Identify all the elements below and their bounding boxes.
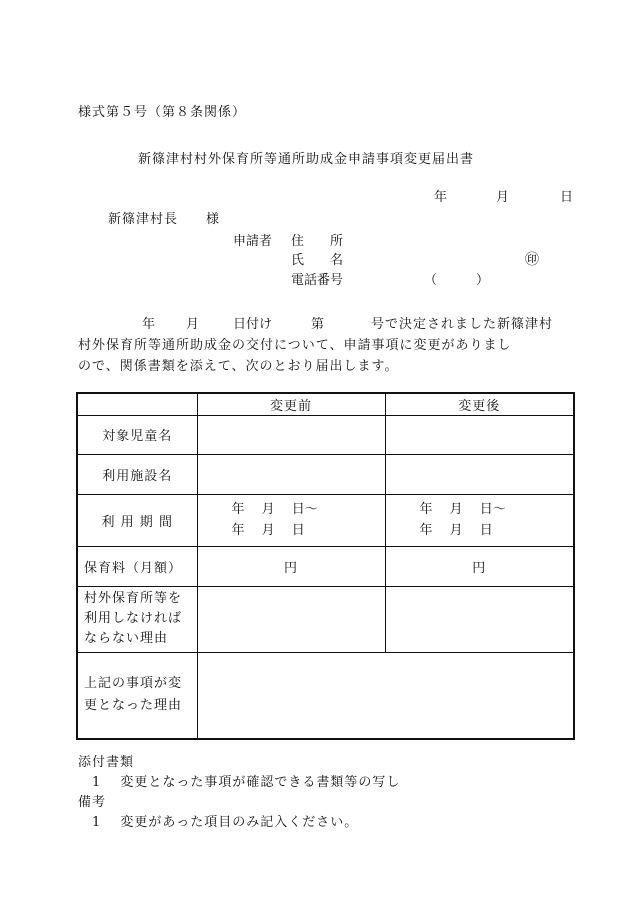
table-row: [77, 454, 574, 494]
document-title: 新篠津村村外保育所等通所助成金申請事項変更届出書: [138, 152, 475, 167]
addressee: 新篠津村長 様: [108, 212, 221, 227]
body-line2: 村外保育所等通所助成金の交付について、申請事項に変更がありまし: [78, 338, 512, 353]
period-after-cell[interactable]: [385, 494, 574, 546]
facility-before-cell[interactable]: [197, 454, 385, 494]
row-label-child: 対象児童名: [77, 415, 197, 454]
reason-before-cell[interactable]: [197, 586, 385, 652]
fee-after-cell[interactable]: [385, 546, 574, 586]
remarks-item: 1 変更があった項目のみ記入ください。: [92, 815, 359, 830]
attachments-item: 1 変更となった事項が確認できる書類等の写し: [92, 775, 401, 790]
period-before-cell[interactable]: [197, 494, 385, 546]
remarks-heading: 備考: [78, 795, 107, 810]
body-number-prefix: 第: [311, 317, 325, 332]
address-label: 住 所: [291, 234, 344, 249]
name-label: 氏 名: [291, 253, 344, 268]
reason-line-2: 利用しなければ: [84, 611, 183, 626]
change-reason-cell[interactable]: [197, 652, 574, 739]
applicant-label: 申請者: [233, 234, 273, 249]
date-year: 年: [434, 190, 448, 205]
seal-mark: ㊞: [525, 252, 539, 268]
body-day-dated: 日付け: [233, 317, 273, 332]
form-number: 様式第５号（第８条関係）: [78, 105, 247, 120]
body-line3: ので、関係書類を添えて、次のとおり届出します。: [78, 359, 399, 374]
table-row: [77, 652, 574, 739]
reason-line-3: ならない理由: [84, 631, 169, 646]
phone-label: 電話番号: [291, 273, 344, 288]
row-label-facility: 利用施設名: [77, 454, 197, 494]
period-after-end: 年 月 日: [419, 523, 493, 538]
table-row: [77, 586, 574, 652]
row-label-reason: [77, 586, 197, 652]
phone-parens: （ ）: [424, 273, 490, 288]
table-header-row: [77, 393, 574, 415]
child-after-cell[interactable]: [385, 415, 574, 454]
date-day: 日: [560, 190, 574, 205]
change-reason-line-2: 更となった理由: [84, 698, 183, 714]
table-corner-cell: [77, 393, 197, 415]
reason-after-cell[interactable]: [385, 586, 574, 652]
period-after-start: 年 月 日～: [419, 502, 506, 517]
fee-before-unit: 円: [283, 560, 298, 576]
table-row: [77, 546, 574, 586]
body-month: 月: [186, 317, 200, 332]
fee-after-unit: 円: [472, 560, 487, 576]
reason-line-1: 村外保育所等を: [84, 591, 183, 606]
row-label-change-reason: [77, 652, 197, 739]
fee-before-cell[interactable]: [197, 546, 385, 586]
attachments-heading: 添付書類: [78, 755, 135, 770]
child-before-cell[interactable]: [197, 415, 385, 454]
change-table: [76, 392, 575, 740]
header-after: 変更後: [385, 393, 574, 415]
header-before: 変更前: [197, 393, 385, 415]
row-label-fee: 保育料（月額）: [77, 546, 197, 586]
table-row: [77, 415, 574, 454]
body-year: 年: [142, 317, 156, 332]
period-before-start: 年 月 日～: [231, 502, 318, 517]
facility-after-cell[interactable]: [385, 454, 574, 494]
change-reason-line-1: 上記の事項が変: [84, 676, 183, 692]
period-before-end: 年 月 日: [231, 523, 305, 538]
row-label-period: 利 用 期 間: [77, 494, 197, 546]
body-line1-end: 号で決定されました新篠津村: [371, 317, 554, 332]
date-month: 月: [496, 190, 510, 205]
table-row: [77, 494, 574, 546]
